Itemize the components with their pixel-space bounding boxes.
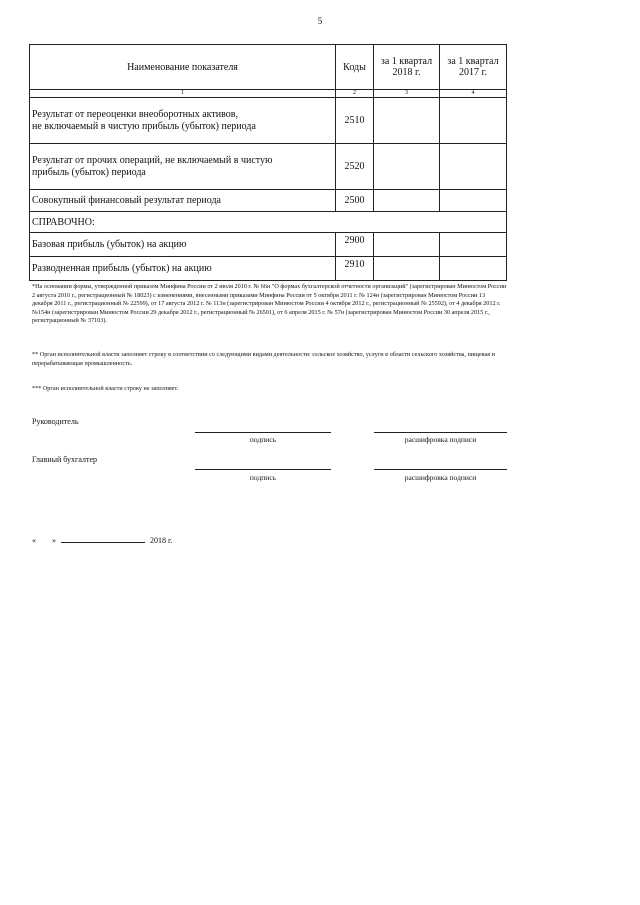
row-name-2520-line1: Результат от прочих операций, не включаемый в чистую	[32, 154, 273, 166]
value-cell-2500-2018	[374, 190, 440, 212]
accountant-role-label: Главный бухгалтер	[32, 455, 97, 464]
row-code-2520: 2520	[336, 144, 374, 190]
header-period-2018	[374, 45, 440, 90]
row-code-2500: 2500	[336, 190, 374, 212]
date-line	[32, 534, 172, 545]
head-signature-caption: подпись	[249, 435, 277, 444]
row-name-2900: Базовая прибыль (убыток) на акцию	[30, 233, 336, 257]
value-cell-2510-2018	[374, 98, 440, 144]
row-code-2910: 2910	[336, 257, 374, 281]
header-period-2017-line2: 2017 г.	[459, 67, 487, 78]
value-cell-2520-2017	[440, 144, 507, 190]
row-code-2510: 2510	[336, 98, 374, 144]
column-number-3: 3	[374, 90, 440, 98]
column-numbers-row	[30, 90, 507, 98]
header-period-2017	[440, 45, 507, 90]
date-month-blank[interactable]	[61, 534, 145, 543]
header-indicator-name: Наименование показателя	[30, 45, 336, 90]
value-cell-2510-2017	[440, 98, 507, 144]
value-cell-2900-2018	[374, 233, 440, 257]
date-open-quote: «	[32, 536, 36, 545]
value-cell-2500-2017	[440, 190, 507, 212]
value-cell-2900-2017	[440, 233, 507, 257]
row-name-2500: Совокупный финансовый результат периода	[30, 190, 336, 212]
table-row	[30, 257, 507, 281]
header-period-2018-line1: за 1 квартал	[380, 56, 433, 67]
column-number-2: 2	[336, 90, 374, 98]
head-decoding-line[interactable]	[374, 432, 507, 433]
header-period-2017-line1: за 1 квартал	[447, 56, 499, 67]
footnote-2: ** Орган исполнительной власти заполняет строку в соответствии со следующими видами деятельности: сельское хозяйство, услуги в области сельского хозяйства, пищевая и перерабатывающая промышленность.	[32, 351, 495, 367]
financial-results-table	[29, 44, 507, 281]
table-header-row	[30, 45, 507, 90]
page-number: 5	[317, 16, 323, 26]
footnote-1: *На основании формы, утвержденной приказом Минфина России от 2 июля 2010 г. № 66н "О формах бухгалтерской отчетности организаций" (зарегистрирован Минюстом России 2 августа 2010 г., регистрационный № 18023) с изменениями, внесенными приказами Минфина России от 5 октября 2011 г. № 124н (зарегистрирован Минюстом России 13 декабря 2011 г., регистрационный № 22599), от 17 августа 2012 г. № 113н (зарегистрирован Минюстом России 4 октября 2012 г., регистрационный № 25592), от 4 декабря 2012 г. №154н (зарегистрирован Минюстом России 29 декабря 2012 г., регистрационный № 26501), от 6 апреля 2015 г. № 57н (зарегистрирован Минюстом России 30 апреля 2015 г., регистрационный № 37103).	[32, 283, 507, 325]
value-cell-2910-2018	[374, 257, 440, 281]
head-decoding-caption: расшифровка подписи	[404, 435, 477, 444]
value-cell-2910-2017	[440, 257, 507, 281]
accountant-decoding-caption: расшифровка подписи	[404, 473, 477, 482]
section-title: СПРАВОЧНО:	[30, 212, 507, 233]
row-name-2510	[30, 98, 336, 144]
table-row	[30, 144, 507, 190]
column-number-1: 1	[30, 90, 336, 98]
column-number-4: 4	[440, 90, 507, 98]
footnote-3: *** Орган исполнительной власти строку не заполняет.	[32, 385, 179, 392]
section-row	[30, 212, 507, 233]
header-period-2018-line2: 2018 г.	[392, 67, 421, 78]
table-row	[30, 233, 507, 257]
date-close-quote: »	[52, 536, 56, 545]
row-code-2900: 2900	[336, 233, 374, 257]
header-codes: Коды	[336, 45, 374, 90]
row-name-2910: Разводненная прибыль (убыток) на акцию	[30, 257, 336, 281]
row-name-2510-line1: Результат от переоценки внеоборотных активов,	[32, 108, 238, 120]
accountant-decoding-line[interactable]	[374, 469, 507, 470]
table-row	[30, 190, 507, 212]
accountant-signature-line[interactable]	[195, 469, 331, 470]
row-name-2520	[30, 144, 336, 190]
value-cell-2520-2018	[374, 144, 440, 190]
date-year: 2018 г.	[150, 536, 173, 545]
row-name-2510-line2: не включаемый в чистую прибыль (убыток) периода	[32, 120, 256, 132]
table-row	[30, 98, 507, 144]
head-role-label: Руководитель	[32, 417, 79, 426]
head-signature-line[interactable]	[195, 432, 331, 433]
row-name-2520-line2: прибыль (убыток) периода	[32, 166, 146, 178]
accountant-signature-caption: подпись	[249, 473, 277, 482]
